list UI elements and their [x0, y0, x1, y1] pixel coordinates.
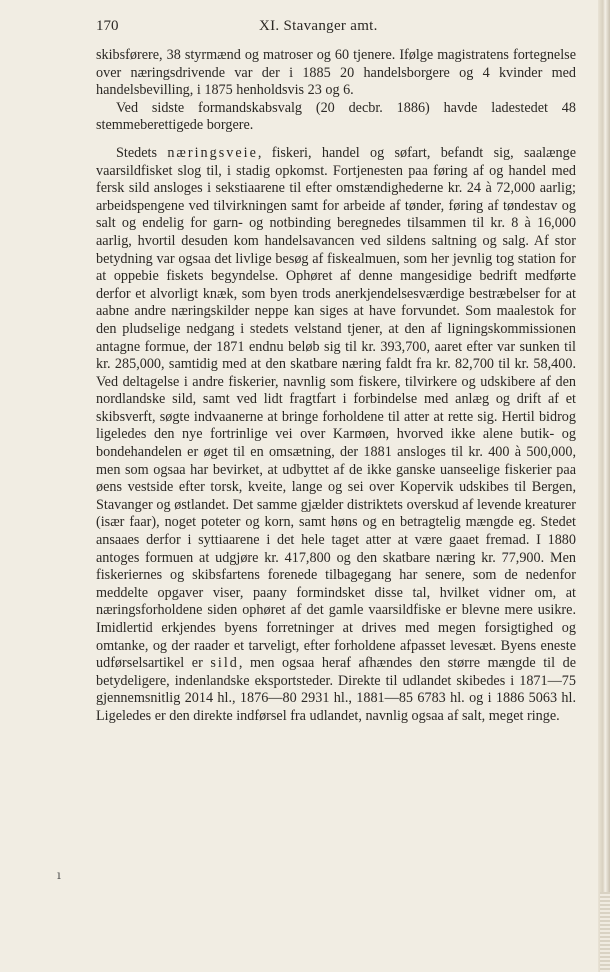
margin-mark: ı: [57, 868, 61, 882]
paragraph-3-lead: Stedets: [116, 144, 168, 161]
emphasis-sild: sild: [210, 655, 239, 672]
paragraph-3-end: , men ogsaa heraf afhændes den større mængde til de betydeligere, indenlandske eksportsteder. Direkte til udlandet skibedes i 1871—75 gjennemsnitlig 2014 hl., 1876—80 2931 hl., 1881—85 6783 hl. og i 1886 5063 hl. Ligeledes er den direkte indførsel fra udlandet, navnlig ogsaa af salt, meget ringe.: [96, 655, 576, 724]
paragraph-2: Ved sidste formandskabsvalg (20 decbr. 1886) havde ladestedet 48 stemmeberettigede borgere.: [96, 99, 576, 134]
page-header: [96, 18, 556, 38]
body-text: [96, 47, 576, 726]
emphasis-naeringsveie: næringsveie: [167, 144, 258, 161]
page-edge-stack: [600, 892, 610, 972]
page-edge: [598, 0, 610, 972]
paragraph-1: skibsførere, 38 styrmænd og matroser og 60 tjenere. Ifølge magistratens fortegnelse over næringsdrivende var der i 1885 20 handelsborgere og 4 kvinder med handelsbevilling, i 1875 henholdsvis 23 og 6.: [96, 47, 576, 99]
page-number: 170: [96, 18, 119, 34]
paragraph-3-body: , fiskeri, handel og søfart, befandt sig, saalænge vaarsildfisket slog til, i stadig opkomst. Fortjenesten paa føring af og handel med fersk sild ansloges i sekstiaarene til efter omstændighederne kr. 24 à 72,000 aarlig; arbeidspengene ved tilvirkningen samt for arbeide af tønder, føring af tøndestav og salt og endelig for garn- og notbinding beregnedes tilsammen til kr. 8 à 16,000 aarlig, hvortil desuden kom handelsavancen ved sildens saltning og salg. Af stor betydning var ogsaa det livlige besøg af fiskealmuen, som her jevnlig tog station for at oppebie fiskets begyndelse. Ophøret af denne mangesidige bedrift medførte derfor et alvorligt knæk, som byen trods anerkjendelsesværdige bestræbelser for at aabne andre næringskilder neppe kan siges at have forvundet. Som maalestok for den pludselige nedgang i stedets velstand tjener, at den af ligningskommissionen antagne formue, der 1871 endnu beløb sig til kr. 393,700, aaret efter var sunken til kr. 285,000, samtidig med at den skatbare næring faldt fra kr. 82,700 til kr. 58,400. Ved deltagelse i andre fiskerier, navnlig som fiskere, tilvirkere og udskibere af den nordlandske sild, samt ved lidt fragtfart i forbindelse med anlæg og drift af et skibsverft, søgte indvaanerne at bringe forholdene til atter at rette sig. Hertil bidrog ligeledes den nye fortrinlige vei over Karmøen, hvorved ikke alene butik- og bondehandelen er øget til en omsætning, der 1881 ansloges til kr. 400 à 500,000, men som ogsaa har bevirket, at udbyttet af de ikke ganske uanseelige fiskerier paa øens vestside efter torsk, kveite, lange og sei over Kopervik udskibes til Bergen, Stavanger og østlandet. Det samme gjælder distriktets overskud af levende kreaturer (især faar), noget poteter og korn, samt høns og en betragtelig mængde eg. Stedet ansaaes derfor i syttiaarene i det hele taget atter at være gaaet fremad. I 1880 antoges formuen at udgjøre kr. 417,800 og den skatbare næring kr. 77,900. Men fiskeriernes og skibsfartens forenede tilbagegang har senere, som de nedenfor meddelte opgaver viser, paany formindsket disse tal, hvilket vidner om, at næringsforholdene siden ophøret af det gamle vaarsildfiske er blevne mere usikre. Imidlertid erkjendes byens forretninger at drives med megen forsigtighed og omtanke, og der raader et tarveligt, efter forholdene afpasset levesæt. Byens eneste udførselsartikel er: [96, 144, 577, 672]
running-title: XI. Stavanger amt.: [259, 18, 378, 34]
paragraph-3: [96, 145, 576, 726]
